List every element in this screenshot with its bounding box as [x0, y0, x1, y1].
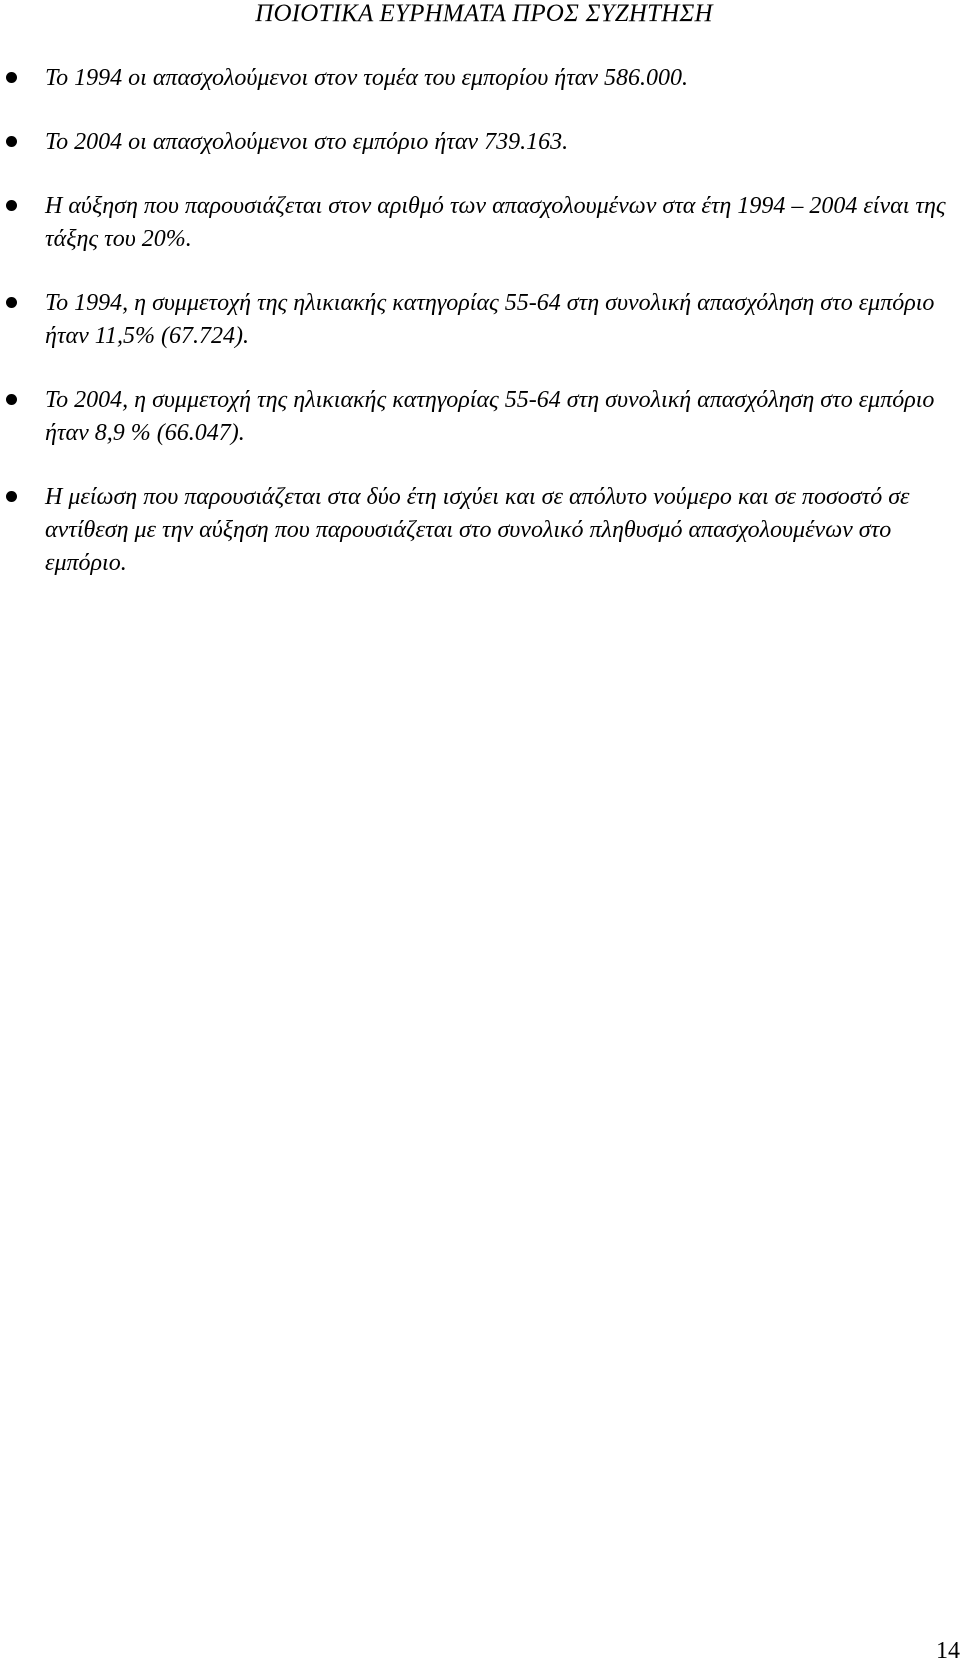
- bullet-text: Το 1994, η συμμετοχή της ηλικιακής κατηγορίας 55-64 στη συνολική απασχόληση στο εμπόριο ήταν 11,5% (67.724).: [45, 290, 935, 349]
- bullet-icon: [6, 394, 17, 405]
- list-item: [0, 62, 960, 95]
- bullet-icon: [6, 297, 17, 308]
- findings-list: [0, 62, 960, 611]
- page-title: ΠΟΙΟΤΙΚΑ ΕΥΡΗΜΑΤΑ ΠΡΟΣ ΣΥΖΗΤΗΣΗ: [255, 0, 713, 27]
- list-item: [0, 190, 960, 256]
- bullet-icon: [6, 136, 17, 147]
- list-item: [0, 481, 960, 580]
- list-item: [0, 384, 960, 450]
- bullet-icon: [6, 72, 17, 83]
- bullet-text: Η μείωση που παρουσιάζεται στα δύο έτη ισχύει και σε απόλυτο νούμερο και σε ποσοστό σε αντίθεση με την αύξηση που παρουσιάζεται στο συνολικό πληθυσμό απασχολουμένων στο εμπόριο.: [45, 484, 910, 576]
- page-number: 14: [936, 1638, 960, 1664]
- bullet-text: Η αύξηση που παρουσιάζεται στον αριθμό των απασχολουμένων στα έτη 1994 – 2004 είναι της τάξης του 20%.: [45, 193, 946, 252]
- bullet-text: Το 2004 οι απασχολούμενοι στο εμπόριο ήταν 739.163.: [45, 129, 569, 155]
- list-item: [0, 287, 960, 353]
- list-item: [0, 126, 960, 159]
- bullet-icon: [6, 200, 17, 211]
- bullet-text: Το 2004, η συμμετοχή της ηλικιακής κατηγορίας 55-64 στη συνολική απασχόληση στο εμπόριο ήταν 8,9 % (66.047).: [45, 387, 935, 446]
- bullet-text: Το 1994 οι απασχολούμενοι στον τομέα του εμπορίου ήταν 586.000.: [45, 65, 689, 91]
- bullet-icon: [6, 491, 17, 502]
